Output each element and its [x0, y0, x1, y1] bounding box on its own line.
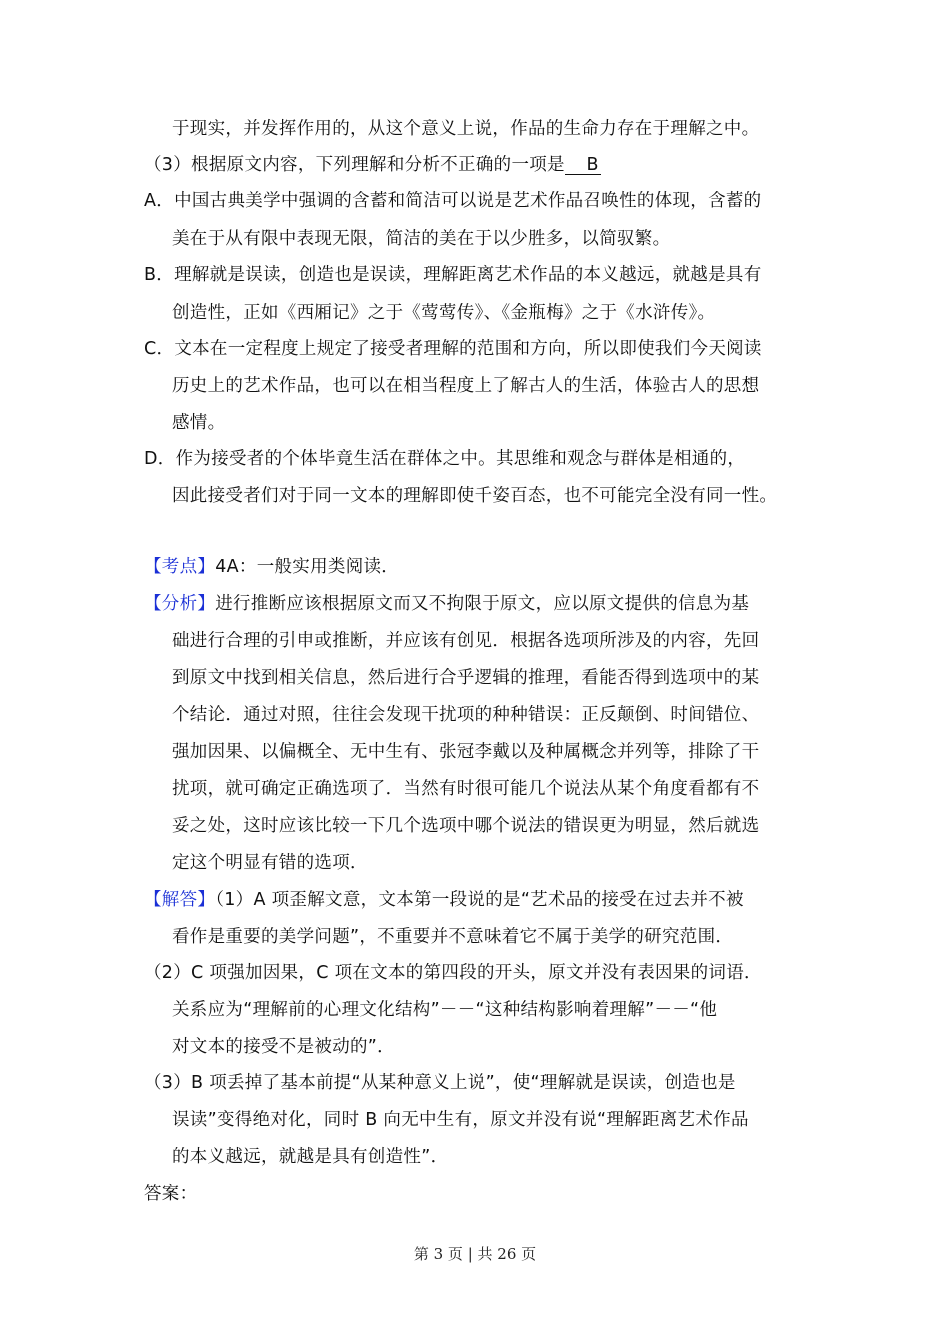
fenxi-line: 个结论．通过对照，往往会发现干扰项的种种错误：正反颠倒、时间错位、: [172, 705, 760, 725]
option-d: [144, 448, 745, 470]
question-3: [144, 154, 601, 176]
fenxi-line: 础进行合理的引申或推断，并应该有创见．根据各选项所涉及的内容，先回: [172, 631, 760, 651]
answer-blank: B: [565, 156, 601, 175]
option-c: [144, 338, 762, 360]
option-label: B．: [144, 265, 175, 285]
option-text: 作为接受者的个体毕竟生活在群体之中。其思维和观念与群体是相通的，: [175, 449, 746, 469]
fenxi-line: 妥之处，这时应该比较一下几个选项中哪个说法的错误更为明显，然后就选: [172, 816, 760, 836]
fenxi-tag: 【分析】: [144, 594, 216, 614]
option-c-cont: 历史上的艺术作品，也可以在相当程度上了解古人的生活，体验古人的思想: [172, 376, 760, 396]
kaodian-text: 4A：一般实用类阅读．: [215, 557, 400, 577]
fenxi-line: 到原文中找到相关信息，然后进行合乎逻辑的推理，看能否得到选项中的某: [172, 668, 760, 688]
option-label: D．: [144, 449, 176, 469]
kaodian-tag: 【考点】: [144, 557, 216, 577]
jieda-part-3: （3）B 项丢掉了基本前提“从某种意义上说”，使“理解就是误读，创造也是: [144, 1073, 736, 1093]
fenxi-line: 定这个明显有错的选项．: [172, 853, 368, 873]
jieda-text: （1）A 项歪解文意，文本第一段说的是“艺术品的接受在过去并不被: [215, 890, 744, 910]
jieda-tag: 【解答】: [144, 890, 216, 910]
option-label: A．: [144, 191, 175, 211]
answer-label: 答案：: [144, 1184, 198, 1204]
jieda-section: [144, 889, 744, 911]
option-text: 理解就是误读，创造也是误读，理解距离艺术作品的本义越远，就越是具有: [174, 265, 762, 285]
option-a: [144, 190, 761, 212]
option-c-cont: 感情。: [172, 413, 226, 433]
option-text: 文本在一定程度上规定了接受者理解的范围和方向，所以即使我们今天阅读: [174, 339, 762, 359]
page-footer: 第 3 页 | 共 26 页: [413, 1245, 537, 1263]
jieda-line: 关系应为“理解前的心理文化结构”－－“这种结构影响着理解”－－“他: [172, 1000, 718, 1020]
jieda-line: 的本义越远，就越是具有创造性”．: [172, 1147, 449, 1167]
option-b-cont: 创造性，正如《西厢记》之于《莺莺传》、《金瓶梅》之于《水浒传》。: [172, 303, 716, 323]
jieda-line: 对文本的接受不是被动的”．: [172, 1037, 395, 1057]
option-d-cont: 因此接受者们对于同一文本的理解即使千姿百态，也不可能完全没有同一性。: [172, 486, 778, 506]
option-b: [144, 264, 762, 286]
option-a-cont: 美在于从有限中表现无限，简洁的美在于以少胜多，以简驭繁。: [172, 229, 671, 249]
fenxi-text: 进行推断应该根据原文而又不拘限于原文，应以原文提供的信息为基: [215, 594, 750, 614]
question-number: （3）: [144, 155, 192, 175]
question-stem: 根据原文内容，下列理解和分析不正确的一项是: [191, 155, 565, 175]
intro-tail: 于现实，并发挥作用的，从这个意义上说，作品的生命力存在于理解之中。: [172, 119, 760, 139]
fenxi-line: 强加因果、以偏概全、无中生有、张冠李戴以及种属概念并列等，排除了干: [172, 742, 760, 762]
jieda-part-2: （2）C 项强加因果，C 项在文本的第四段的开头，原文并没有表因果的词语．: [144, 963, 762, 983]
fenxi-line: 扰项，就可确定正确选项了．当然有时很可能几个说法从某个角度看都有不: [172, 779, 760, 799]
option-label: C．: [144, 339, 175, 359]
jieda-line: 看作是重要的美学问题”，不重要并不意味着它不属于美学的研究范围．: [172, 927, 734, 947]
kaodian-section: [144, 556, 399, 578]
jieda-line: 误读”变得绝对化，同时 B 向无中生有，原文并没有说“理解距离艺术作品: [172, 1110, 749, 1130]
fenxi-section: [144, 593, 749, 615]
option-text: 中国古典美学中强调的含蓄和简洁可以说是艺术作品召唤性的体现，含蓄的: [174, 191, 762, 211]
